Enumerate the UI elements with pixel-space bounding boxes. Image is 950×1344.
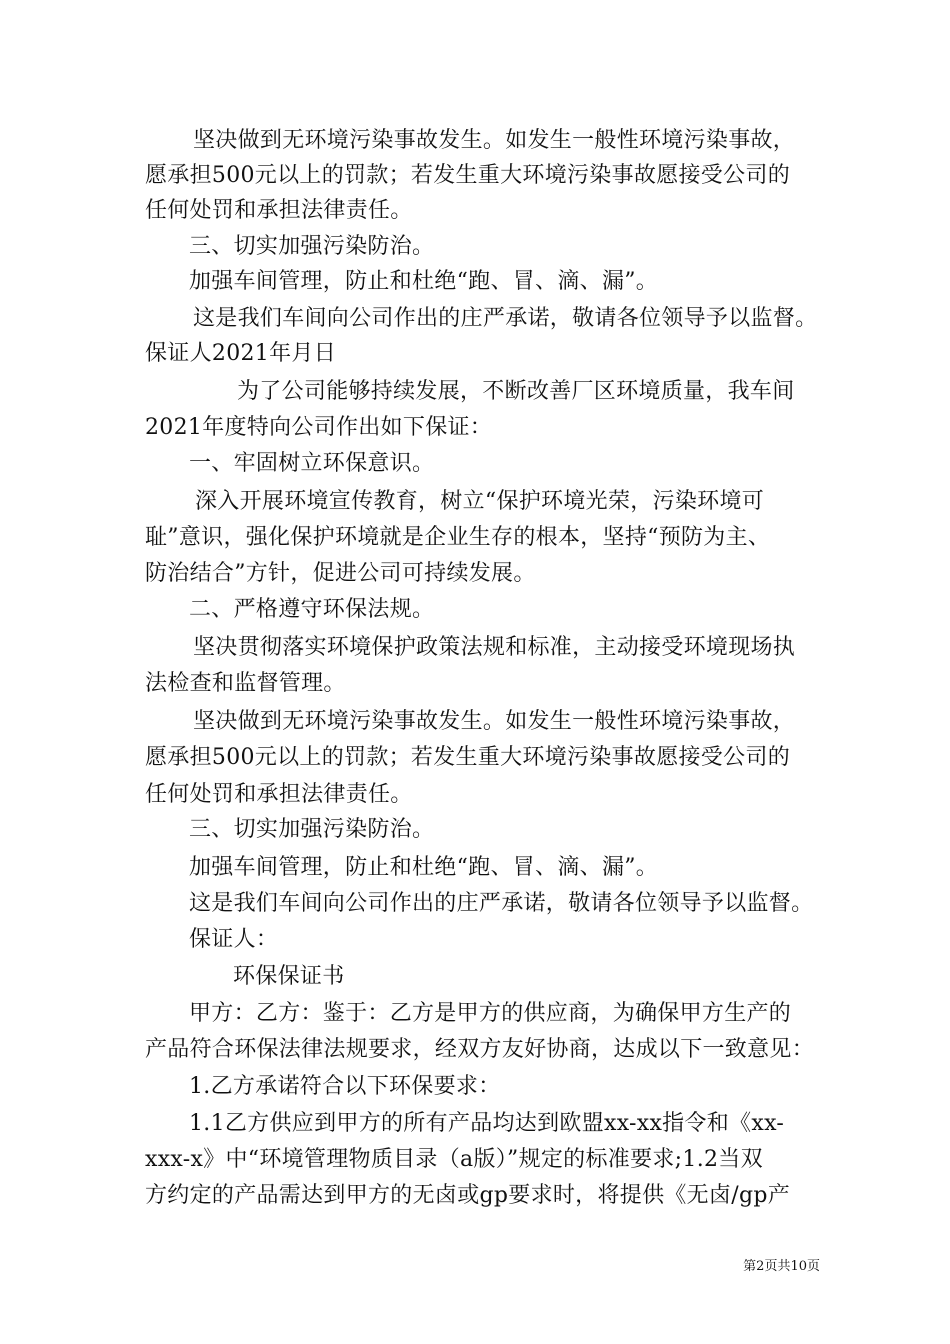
text-line: xxx-x》中“环境管理物质目录（a版）”规定的标准要求;1.2当双 — [145, 1147, 763, 1172]
text-line: 方约定的产品需达到甲方的无卤或gp要求时，将提供《无卤/gp产 — [145, 1183, 791, 1208]
text-line: 加强车间管理，防止和杜绝“跑、冒、滴、漏”。 — [189, 269, 659, 294]
text-line: 一、牢固树立环保意识。 — [189, 451, 435, 476]
text-line: 1.乙方承诺符合以下环保要求： — [189, 1074, 501, 1099]
text-line: 任何处罚和承担法律责任。 — [145, 198, 413, 223]
text-line: 1.1乙方供应到甲方的所有产品均达到欧盟xx-xx指令和《xx- — [189, 1111, 785, 1136]
text-line: 坚决做到无环境污染事故发生。如发生一般性环境污染事故， — [193, 709, 796, 734]
text-line: 任何处罚和承担法律责任。 — [145, 782, 413, 807]
text-line: 耻”意识，强化保护环境就是企业生存的根本，坚持“预防为主、 — [145, 525, 771, 550]
text-line: 深入开展环境宣传教育，树立“保护环境光荣，污染环境可 — [195, 489, 765, 514]
text-line: 坚决贯彻落实环境保护政策法规和标准，主动接受环境现场执 — [193, 635, 796, 660]
text-line: 加强车间管理，防止和杜绝“跑、冒、滴、漏”。 — [189, 855, 659, 880]
text-line: 保证人2021年月日 — [145, 341, 336, 366]
text-line: 坚决做到无环境污染事故发生。如发生一般性环境污染事故， — [193, 128, 796, 153]
text-line: 为了公司能够持续发展，不断改善厂区环境质量，我车间 — [237, 379, 795, 404]
text-line: 保证人： — [189, 927, 279, 952]
text-line: 法检查和监督管理。 — [145, 671, 346, 696]
text-line: 2021年度特向公司作出如下保证： — [145, 415, 493, 440]
document-title: 环保保证书 — [233, 964, 345, 989]
text-line: 愿承担500元以上的罚款；若发生重大环境污染事故愿接受公司的 — [145, 745, 790, 770]
text-line: 这是我们车间向公司作出的庄严承诺，敬请各位领导予以监督。 — [189, 891, 814, 916]
page-number: 第2页共10页 — [743, 1259, 820, 1274]
text-line: 三、切实加强污染防治。 — [189, 817, 435, 842]
text-line: 愿承担500元以上的罚款；若发生重大环境污染事故愿接受公司的 — [145, 163, 790, 188]
text-line: 产品符合环保法律法规要求，经双方友好协商，达成以下一致意见： — [145, 1037, 815, 1062]
text-line: 二、严格遵守环保法规。 — [189, 597, 435, 622]
text-line: 这是我们车间向公司作出的庄严承诺，敬请各位领导予以监督。 — [193, 306, 818, 331]
text-line: 三、切实加强污染防治。 — [189, 234, 435, 259]
text-line: 防治结合”方针，促进公司可持续发展。 — [145, 561, 536, 586]
text-line: 甲方：乙方：鉴于：乙方是甲方的供应商，为确保甲方生产的 — [189, 1001, 792, 1026]
